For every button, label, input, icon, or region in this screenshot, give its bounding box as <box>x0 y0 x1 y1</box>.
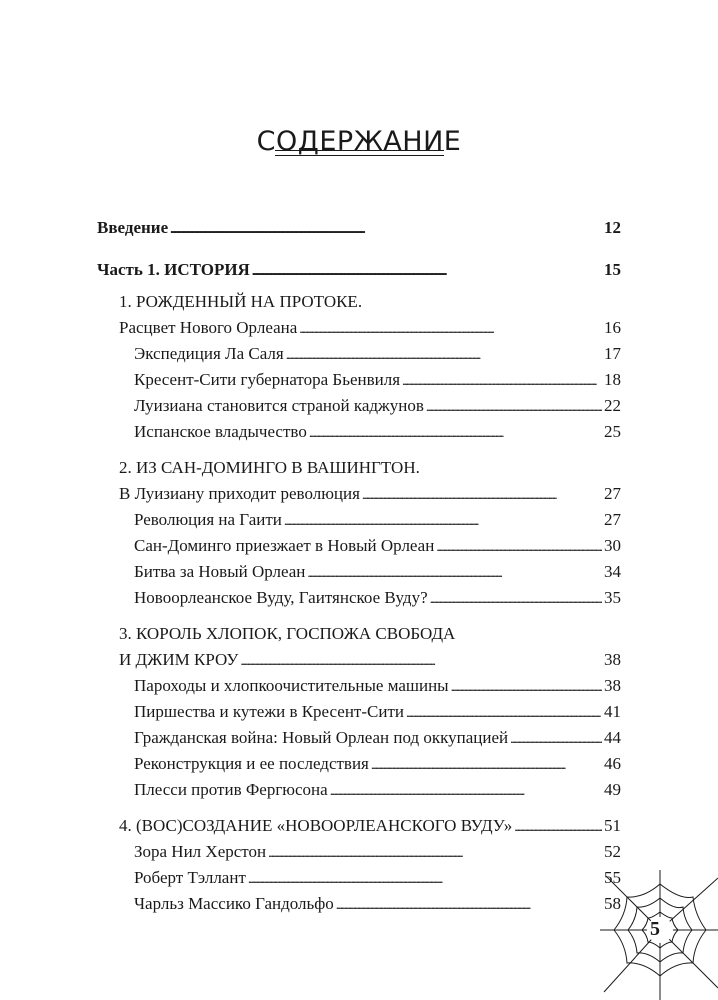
dot-leader <box>510 726 602 751</box>
toc-entry[interactable] <box>134 840 621 865</box>
toc-label: Расцвет Нового Орлеана <box>119 318 298 337</box>
chapter-heading: 1. РОЖДЕННЫЙ НА ПРОТОКЕ. <box>119 292 363 311</box>
dot-leader <box>402 368 602 393</box>
dot-leader <box>451 674 602 699</box>
toc-page: 27 <box>604 484 621 503</box>
dot-leader <box>430 586 602 611</box>
toc-label: 4. (ВОС)СОЗДАНИЕ «НОВООРЛЕАНСКОГО ВУДУ» <box>119 816 513 835</box>
toc-page: 12 <box>604 218 621 237</box>
toc-page: 25 <box>604 422 621 441</box>
toc-entry-intro[interactable] <box>97 216 621 241</box>
dot-leader <box>309 420 602 445</box>
chapter-heading: 2. ИЗ САН-ДОМИНГО В ВАШИНГТОН. <box>119 458 420 477</box>
toc-label: Сан-Доминго приезжает в Новый Орлеан <box>134 536 435 555</box>
toc-entry[interactable] <box>134 700 621 725</box>
dot-leader <box>514 814 602 839</box>
dot-leader <box>252 258 602 283</box>
toc-label: В Луизиану приходит революция <box>119 484 360 503</box>
toc-entry[interactable] <box>134 674 621 699</box>
toc-label: Битва за Новый Орлеан <box>134 562 306 581</box>
dot-leader <box>436 534 602 559</box>
toc-page: 34 <box>604 562 621 581</box>
toc-label: Плесси против Фергюсона <box>134 780 328 799</box>
toc-page: 27 <box>604 510 621 529</box>
toc-label: Новоорлеанское Вуду, Гаитянское Вуду? <box>134 588 428 607</box>
toc-entry[interactable] <box>119 648 621 673</box>
toc-entry[interactable] <box>134 778 621 803</box>
toc-entry[interactable] <box>134 342 621 367</box>
dot-leader <box>426 394 602 419</box>
toc-label: Кресент-Сити губернатора Бьенвиля <box>134 370 401 389</box>
page-title: СОДЕРЖАНИЕ <box>256 126 462 158</box>
dot-leader <box>330 778 602 803</box>
toc-label: Революция на Гаити <box>134 510 282 529</box>
toc-label: Часть 1. ИСТОРИЯ <box>97 260 250 279</box>
dot-leader <box>299 316 602 341</box>
toc-entry[interactable] <box>134 368 621 393</box>
toc-entry[interactable] <box>119 482 621 507</box>
toc-label: Испанское владычество <box>134 422 307 441</box>
toc-entry[interactable] <box>134 420 621 445</box>
toc-page: 17 <box>604 344 621 363</box>
dot-leader <box>240 648 602 673</box>
toc-page: 18 <box>604 370 621 389</box>
dot-leader <box>362 482 602 507</box>
toc-entry[interactable] <box>134 534 621 559</box>
toc-page: 16 <box>604 318 621 337</box>
toc-label: Реконструкция и ее последствия <box>134 754 369 773</box>
toc-page: 35 <box>604 588 621 607</box>
toc-entry[interactable] <box>119 316 621 341</box>
toc-page: 46 <box>604 754 621 773</box>
toc-page: 38 <box>604 676 621 695</box>
toc-label: Пиршества и кутежи в Кресент-Сити <box>134 702 404 721</box>
toc-label: Пароходы и хлопкоочистительные машины <box>134 676 449 695</box>
toc-page: 44 <box>604 728 621 747</box>
title-rule-bottom <box>275 155 444 156</box>
toc-page: 41 <box>604 702 621 721</box>
toc-label: Роберт Тэллант <box>134 868 246 887</box>
toc-entry[interactable] <box>134 560 621 585</box>
dot-leader <box>371 752 602 777</box>
dot-leader <box>268 840 602 865</box>
toc-label: Зора Нил Херстон <box>134 842 267 861</box>
dot-leader <box>170 216 602 241</box>
dot-leader <box>336 892 602 917</box>
toc-label: Гражданская война: Новый Орлеан под оккупацией <box>134 728 509 747</box>
toc-entry[interactable] <box>134 394 621 419</box>
toc-label: Луизиана становится страной каджунов <box>134 396 424 415</box>
toc-page: 15 <box>604 260 621 279</box>
dot-leader <box>286 342 602 367</box>
toc-entry[interactable] <box>134 752 621 777</box>
dot-leader <box>284 508 602 533</box>
dot-leader <box>248 866 602 891</box>
toc-label: Экспедиция Ла Саля <box>134 344 284 363</box>
toc-entry-part1[interactable] <box>97 258 621 283</box>
toc-page: 22 <box>604 396 621 415</box>
page-number: 5 <box>650 918 660 940</box>
toc-entry-chapter4[interactable] <box>119 814 621 839</box>
toc-entry[interactable] <box>134 508 621 533</box>
dot-leader <box>406 700 602 725</box>
toc-label: И ДЖИМ КРОУ <box>119 650 239 669</box>
toc-page: 51 <box>604 816 621 835</box>
title-rule-top <box>275 150 444 151</box>
toc-label: Чарльз Массико Гандольфо <box>134 894 334 913</box>
chapter-heading: 3. КОРОЛЬ ХЛОПОК, ГОСПОЖА СВОБОДА <box>119 624 456 643</box>
toc-entry[interactable] <box>134 892 621 917</box>
toc-entry[interactable] <box>134 586 621 611</box>
toc-label: Введение <box>97 218 169 237</box>
toc-page: 55 <box>604 868 621 887</box>
toc-page: 49 <box>604 780 621 799</box>
toc-page: 52 <box>604 842 621 861</box>
dot-leader <box>307 560 602 585</box>
toc-page: 58 <box>604 894 621 913</box>
toc-page: 30 <box>604 536 621 555</box>
toc-page: 38 <box>604 650 621 669</box>
toc-entry[interactable] <box>134 866 621 891</box>
toc-entry[interactable] <box>134 726 621 751</box>
